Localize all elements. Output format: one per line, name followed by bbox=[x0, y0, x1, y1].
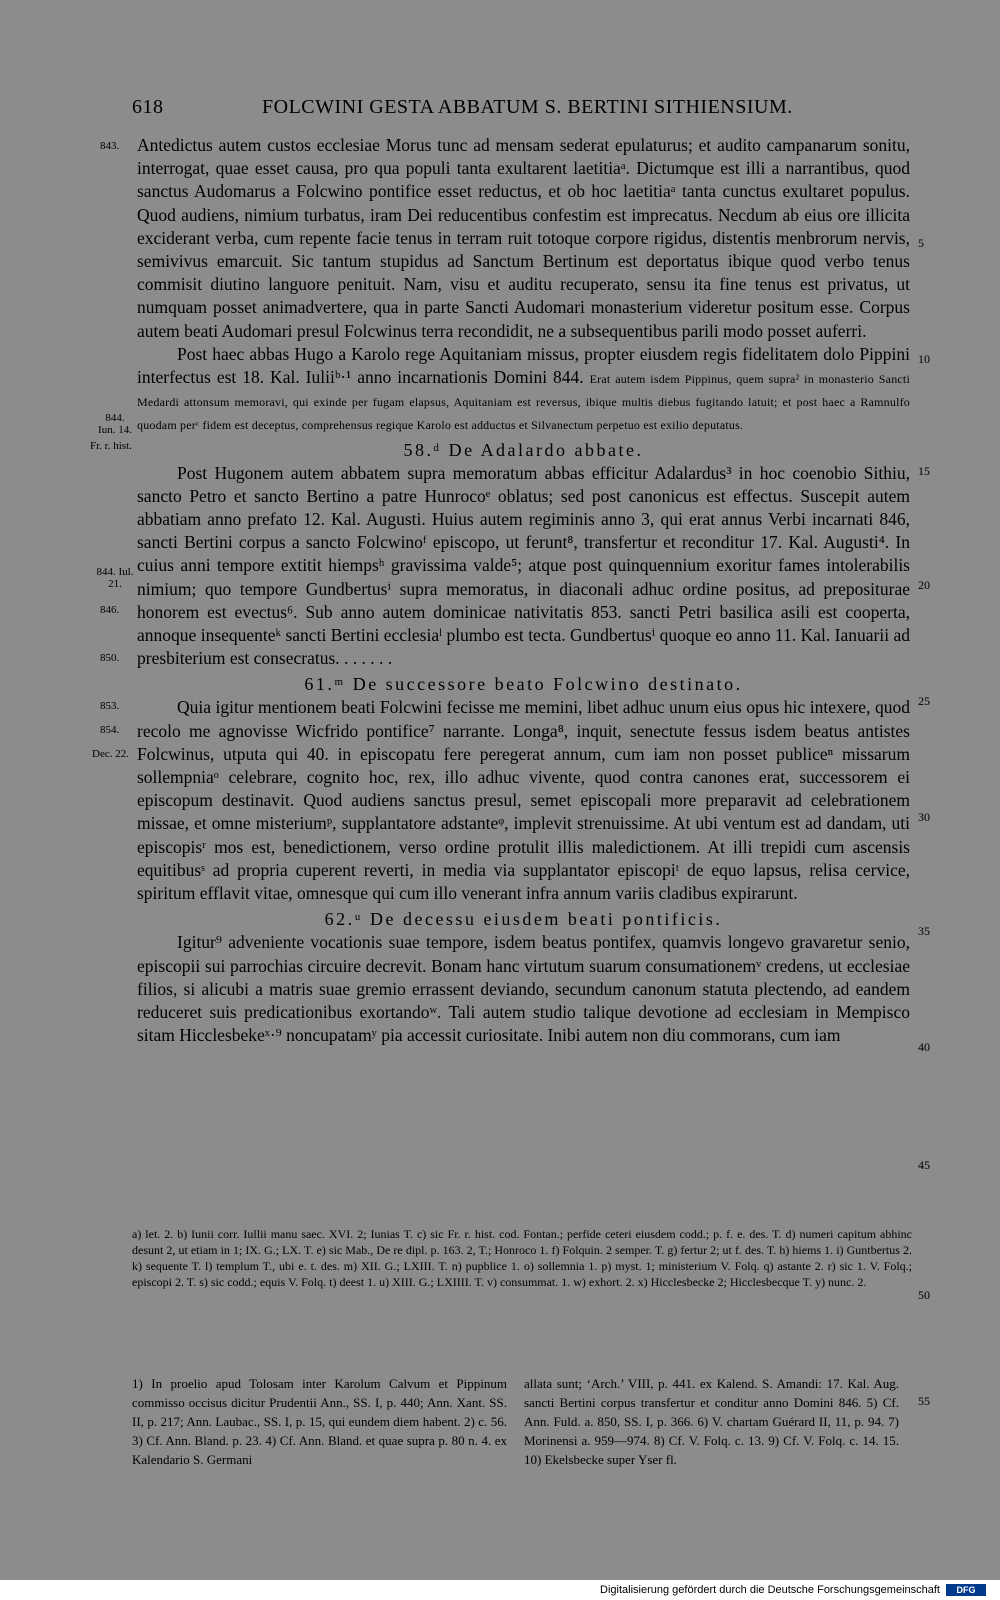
paragraph-small-print: Erat autem isdem Pippinus, quem supra² in monasterio Sancti Medardi attonsum memoravi, qui exinde per fugam elapsus, Aquitaniam est reversus, ibique multis diebus fugitando latuit; et post haec a Ramnulfo quodam perᶜ fidem est deceptus, comprehensus regique Karolo est adductus et Silvanectum perpetuo est exilio deputatus. bbox=[137, 372, 910, 433]
footer-bar bbox=[0, 1580, 1000, 1600]
margin-note: 853. bbox=[100, 700, 120, 712]
margin-note: 844. Iun. 14. bbox=[98, 412, 132, 436]
margin-note: 844. Iul. 21. bbox=[96, 566, 134, 590]
line-number: 15 bbox=[918, 464, 930, 478]
margin-note: 850. bbox=[100, 652, 120, 664]
footer-credit: Digitalisierung gefördert durch die Deutsche Forschungsgemeinschaft bbox=[600, 1584, 940, 1596]
paragraph: Quia igitur mentionem beati Folcwini fecisse me memini, libet adhuc unum eius opus hic intexere, quod recolo me agnovisse Wicfrido pontifice⁷ narrante. Longa⁸, inquit, senectute fessus isdem beatus antistes Folcwinus, utputa qui 40. in episcopatu fere peregerat annum, cum iam non posset publiceⁿ missarum sollempniaᵒ celebrare, cognito hoc, rex, illo adhuc vivente, quod contra canones erat, successorem ei episcopum destinavit. Quod audiens sanctus presul, semet episcopali more preparavit ad celebrationem missae, et omne misteriumᵖ, supplantatore adstanteᵠ, implevit strenuissime. At ubi ventum est ad dandam, uti episcopisʳ mos est, benedictionem, verso ordine protulit illis maledictionem. At illi trepidi cum ascensis equitibusˢ ad propria cuperent reverti, in media via supplantator episcopiᵗ de equo lapsus, relisa cervice, spiritum efflavit vitae, omnesque qui cum illo venerant infra annum variis cladibus expirarunt. bbox=[137, 697, 910, 904]
line-number: 10 bbox=[918, 352, 930, 366]
margin-note: 854. bbox=[100, 724, 120, 736]
margin-note: Fr. r. hist. bbox=[90, 440, 132, 452]
footnotes-left-column: 1) In proelio apud Tolosam inter Karolum Calvum et Pippinum commisso occisus dicitur Prudentii Ann., SS. I, p. 440; Ann. Xant. SS. II, p. 217; Ann. Laubac., SS. I, p. 15, qui eundem diem habent. 2) c. 56. 3) Cf. Ann. Bland. p. 23. 4) Cf. Ann. Bland. et quae supra p. 80 n. 4. ex Kalendario S. Germani bbox=[132, 1376, 507, 1467]
line-number: 45 bbox=[918, 1158, 930, 1172]
footnotes-right-column: allata sunt; ‘Arch.’ VIII, p. 441. ex Kalend. S. Amandi: 17. Kal. Aug. sancti Bertini corpus transfertur et conditur anno Domini 846. 5) Cf. Ann. Fuld. a. 850, SS. I, p. 366. 6) V. chartam Guérard II, 11, p. 94. 7) Morinensi a. 959—974. 8) Cf. V. Folq. c. 13. 9) Cf. V. Folq. c. 14. 15. 10) Ekelsbecke super Yser fl. bbox=[524, 1376, 899, 1467]
paragraph: Post Hugonem autem abbatem supra memoratum abbas efficitur Adalardus³ in hoc coenobio Sithiu, sancto Petro et sancto Bertino a patre Hunrocoᵉ oblatus; sed post canonicus est effectus. Suscepit autem abbatiam anno prefato 12. Kal. Augusti. Huius autem regiminis anno 3, qui erat annus Verbi incarnati 846, sancti Bertini corpus a sancto Folcwinoᶠ episcopo, ut ferunt⁸, transfertur et reconditur 17. Kal. Augusti⁴. In cuius anni tempore extitit hiempsʰ gravissima valde⁵; atque post quinquennium exoritur fames intolerabilis nimium; quo tempore Gundbertusⁱ supra memoratus, in diaconali adhuc ordine positus, ad prepositurae honorem est evectus⁶. Sub anno autem dominicae nativitatis 853. sancti Petri basilica asili est cooperta, annoque insequenteᵏ sancti Bertini ecclesiaˡ plumbo est tecta. Gundbertusⁱ quoque eo anno 11. Kal. Ianuarii ad presbiterium est consecratus. . . . . . . bbox=[137, 462, 910, 669]
line-number: 5 bbox=[918, 236, 924, 250]
margin-note: 843. bbox=[100, 140, 120, 152]
chapter-heading: 62.ᵘ De decessu eiusdem beati pontificis. bbox=[324, 909, 723, 930]
paragraph bbox=[137, 343, 910, 436]
margin-note: 846. bbox=[100, 604, 120, 616]
critical-apparatus: a) let. 2. b) Iunii corr. Iullii manu saec. XVI. 2; Iunias T. c) sic Fr. r. hist. cod. Fontan.; perfide ceteri eiusdem codd.; p. f. e. des. T. d) numeri capitum abhinc desunt 2, ut etiam in 1; IX. G.; LX. T. e) sic Mab., De re dipl. p. 163. 2, T.; Honroco 1. f) Folquin. 2 semper. T. g) fertur 2; ut f. des. T. h) hiems 1. i) Guntbertus 2. k) sequente T. l) templum T., ubi e. t. des. m) XII. G.; LXIII. T. n) pupblice 1. o) sollemnia 1. p) myst. 1; ministerium V. Folq. q) astante 2. r) sic 1. V. Folq.; episcopi 2. T. s) sic codd.; equis V. Folq. t) deest 1. u) XIII. G.; LXIIII. T. v) consummat. 1. w) exhort. 2. x) Hicclesbecke 2; Hicclesbecque T. y) nunc. 2. bbox=[132, 1227, 912, 1289]
line-number: 50 bbox=[918, 1288, 930, 1302]
margin-note: Dec. 22. bbox=[92, 748, 129, 760]
line-number: 35 bbox=[918, 924, 930, 938]
chapter-heading: 61.ᵐ De successore beato Folcwino destinato. bbox=[304, 674, 743, 695]
paragraph: Igitur⁹ adveniente vocationis suae tempore, isdem beatus pontifex, quamvis longevo gravaretur senio, episcopii sui parrochias circuire decrevit. Bonam hanc virtutum suarum consumationemᵛ credens, ut ecclesiae filios, si alicubi a matris suae gremio errassent deviando, secundum canonum statuta plectendo, ad eandem reduceret suis predicationibus exortandoʷ. Tali autem studio talique devotione ad ecclesiam in Mempisco sitam Hicclesbekeˣ·⁹ noncupatamʸ pia accessit curiositate. Inibi autem non diu commorans, cum iam bbox=[137, 932, 910, 1046]
line-number: 20 bbox=[918, 578, 930, 592]
main-text bbox=[137, 134, 910, 1047]
paragraph: Antedictus autem custos ecclesiae Morus tunc ad mensam sederat epulaturus; et audito campanarum sonitu, interrogat, quae esset causa, pro qua populi tanta exultarent laetitiaᵃ. Dictumque est illi a narrantibus, quod sanctus Audomarus a Folcwino pontifice esset reductus, et ob hoc laetitiaᵃ tanta cunctus exultaret populus. Quod audiens, nimium turbatus, iram Dei reducentibus confestim est imprecatus. Necdum ab eius ore illicita exciderant verba, cum repente facie tenus in terram ruit totoque corpore rigidus, distentis menbrorum nervis, semivivus emarcuit. Sic tantum stupidus ad Sanctum Bertinum est deportatus ibique quod verbo tenus commisit diutino languore penituit. Nam, visu et auditu recuperato, sensu ita fine tenus est privatus, ut numquam posset animadvertere, qua in parte Sancti Audomari monasterium videretur positum esse. Corpus autem beati Audomari presul Folcwinus terra recondidit, ne a subsequentibus parili modo posset auferri. bbox=[137, 135, 910, 341]
line-number: 30 bbox=[918, 810, 930, 824]
running-title: FOLCWINI GESTA ABBATUM S. BERTINI SITHIENSIUM. bbox=[262, 96, 793, 118]
line-number: 55 bbox=[918, 1394, 930, 1408]
dfg-logo[interactable]: DFG bbox=[946, 1584, 986, 1596]
line-number: 40 bbox=[918, 1040, 930, 1054]
chapter-heading: 58.ᵈ De Adalardo abbate. bbox=[403, 439, 644, 460]
line-number: 25 bbox=[918, 694, 930, 708]
page-number: 618 bbox=[132, 96, 164, 118]
paragraph-main: Post haec abbas Hugo a Karolo rege Aquitaniam missus, propter eiusdem regis fidelitatem dolo Pippini interfectus est 18. Kal. Iuliiᵇ·¹ anno incarnationis Domini 844. bbox=[137, 343, 910, 388]
